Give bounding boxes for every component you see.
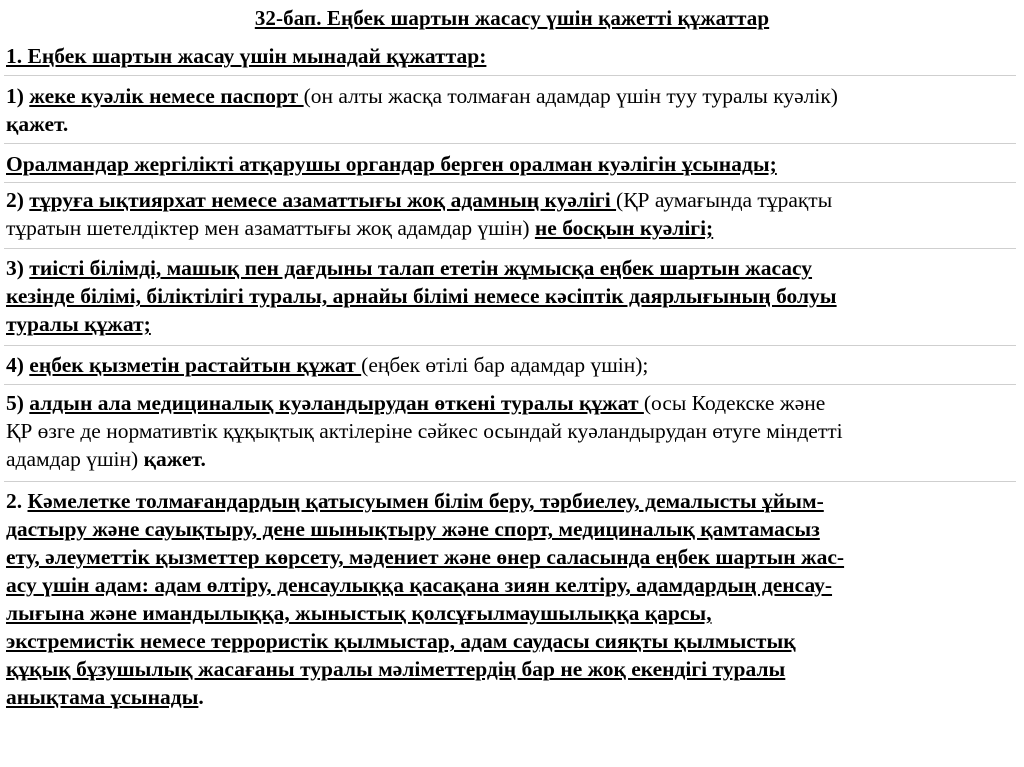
item-1-note: (он алты жасқа толмаған адамдар үшін туу туралы куәлік) [303, 84, 838, 108]
paragraph-item-4 [6, 351, 1010, 379]
item-4-note: (еңбек өтілі бар адамдар үшін); [361, 353, 649, 377]
divider [4, 384, 1016, 385]
article-title: 32-бап. Еңбек шартын жасасу үшін қажетті құжаттар [254, 6, 770, 30]
item-1-number: 1) [6, 84, 24, 108]
divider [4, 248, 1016, 249]
oralman-text: Оралмандар жергілікті атқарушы органдар берген оралман куәлігін ұсынады; [6, 152, 777, 176]
paragraph-item-5 [6, 389, 1010, 473]
divider [4, 182, 1016, 183]
item-5-required: қажет. [143, 447, 206, 471]
item-2-document-2: не босқын куәлігі; [534, 216, 714, 240]
item-2-note-a: (ҚР аумағында тұрақты [616, 188, 833, 212]
item-1-document: жеке куәлік немесе паспорт [29, 84, 304, 108]
item-4-document: еңбек қызметін растайтын құжат [29, 353, 362, 377]
paragraph-2-end: . [198, 685, 204, 709]
item-5-note-b: ҚР өзге де нормативтік құқықтық актілеріне сәйкес осындай куәландырудан өтуге міндетті [6, 419, 843, 443]
paragraph-2-line-3: ету, әлеуметтік қызметтер көрсету, мәдениет және өнер саласында еңбек шартын жас- [6, 545, 845, 569]
item-5-note-a: (осы Кодекске және [643, 391, 826, 415]
paragraph-item-2 [6, 186, 1010, 242]
paragraph-oralman [6, 150, 1010, 178]
item-3-line-1: тиісті білімді, машық пен дағдыны талап ететін жұмысқа еңбек шартын жасасу [29, 256, 813, 280]
item-1-required: қажет. [6, 112, 69, 136]
paragraph-item-1 [6, 82, 1010, 138]
divider [4, 345, 1016, 346]
paragraph-2-line-4: асу үшін адам: адам өлтіру, денсаулыққа қасақана зиян келтіру, адамдардың денсау- [6, 573, 833, 597]
item-2-document: тұруға ықтиярхат немесе азаматтығы жоқ адамның куәлігі [29, 188, 617, 212]
item-5-document: алдын ала медициналық куәландырудан өткені туралы құжат [29, 391, 644, 415]
paragraph-2-number: 2. [6, 489, 23, 513]
paragraph-2-line-8: анықтама ұсынады [6, 685, 199, 709]
paragraph-2-line-5: лығына және имандылыққа, жыныстық қолсұғылмаушылыққа қарсы, [6, 601, 712, 625]
item-3-line-3: туралы құжат; [6, 312, 151, 336]
item-2-number: 2) [6, 188, 24, 212]
divider [4, 481, 1016, 482]
item-4-number: 4) [6, 353, 24, 377]
paragraph-1 [6, 42, 1010, 70]
item-5-number: 5) [6, 391, 24, 415]
paragraph-2 [6, 487, 1010, 711]
divider [4, 143, 1016, 144]
item-3-line-2: кезінде білімі, біліктілігі туралы, арнайы білімі немесе кәсіптік даярлығының болуы [6, 284, 837, 308]
paragraph-2-line-1: Кәмелетке толмағандардың қатысуымен білім беру, тәрбиелеу, демалысты ұйым- [27, 489, 824, 513]
item-5-note-c: адамдар үшін) [6, 447, 139, 471]
paragraph-1-text: 1. Еңбек шартын жасау үшін мынадай құжаттар: [6, 44, 487, 68]
paragraph-item-3 [6, 254, 1010, 338]
paragraph-2-line-6: экстремистік немесе террористік қылмыстар, адам саудасы сияқты қылмыстық [6, 629, 796, 653]
divider [4, 75, 1016, 76]
item-3-number: 3) [6, 256, 24, 280]
item-2-note-b: тұратын шетелдіктер мен азаматтығы жоқ адамдар үшін) [6, 216, 530, 240]
paragraph-2-line-7: құқық бұзушылық жасағаны туралы мәліметтердің бар не жоқ екендігі туралы [6, 657, 786, 681]
paragraph-2-line-2: дастыру және сауықтыру, дене шынықтыру және спорт, медициналық қамтамасыз [6, 517, 820, 541]
